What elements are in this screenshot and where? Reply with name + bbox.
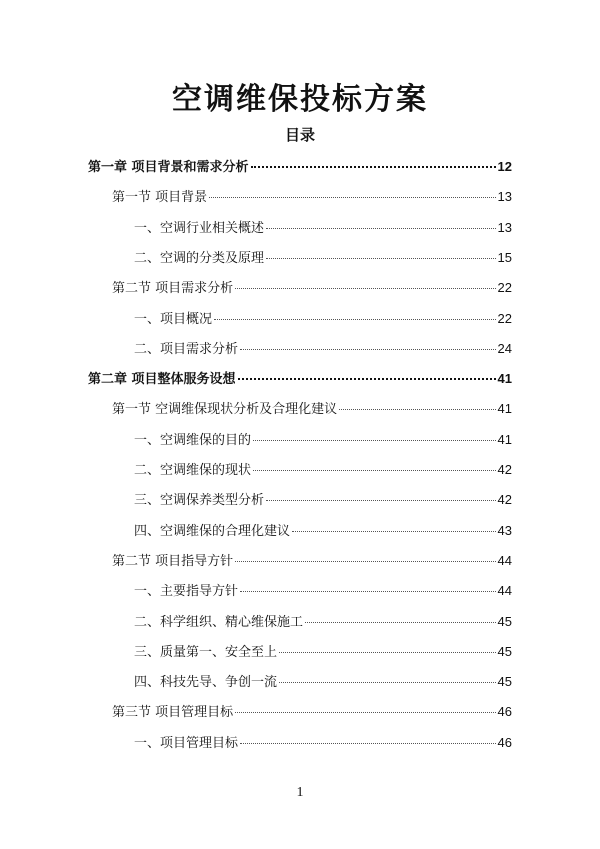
toc-entry-label: 第一节 项目背景: [112, 190, 208, 206]
toc-entry-label: 第二章 项目整体服务设想: [88, 372, 236, 388]
toc-subsection-entry[interactable]: [134, 582, 512, 601]
toc-entry-page: 24: [497, 340, 512, 356]
document-title: 空调维保投标方案: [172, 82, 428, 117]
toc-subsection-entry[interactable]: [134, 491, 512, 510]
toc-entry-label: 第三节 项目管理目标: [112, 705, 234, 721]
toc-leader-dots: [279, 682, 496, 683]
toc-entry-label: 二、空调的分类及原理: [134, 250, 265, 266]
toc-subsection-entry[interactable]: [134, 219, 512, 238]
toc-leader-dots: [235, 561, 495, 562]
toc-entry-label: 三、空调保养类型分析: [134, 493, 265, 509]
toc-entry-label: 第二节 项目需求分析: [112, 281, 234, 297]
toc-entry-page: 22: [497, 310, 512, 326]
toc-subsection-entry[interactable]: [134, 734, 512, 753]
toc-chapter-entry[interactable]: [88, 370, 512, 389]
toc-subsection-entry[interactable]: [134, 613, 512, 632]
toc-entry-page: 46: [497, 704, 512, 720]
toc-entry-page: 13: [497, 219, 512, 235]
toc-entry-page: 15: [497, 249, 512, 265]
toc-leader-dots: [214, 319, 496, 320]
toc-entry-label: 一、主要指导方针: [134, 584, 239, 600]
toc-entry-label: 四、空调维保的合理化建议: [134, 523, 291, 539]
toc-heading: 目录: [284, 126, 315, 144]
toc-entry-page: 41: [497, 371, 512, 387]
toc-entry-page: 45: [497, 613, 512, 629]
toc-leader-dots: [235, 712, 495, 713]
toc-entry-label: 三、质量第一、安全至上: [134, 644, 278, 660]
toc-entry-page: 44: [497, 583, 512, 599]
toc-leader-dots: [240, 743, 496, 744]
toc-subsection-entry[interactable]: [134, 310, 512, 329]
toc-subsection-entry[interactable]: [134, 673, 512, 692]
toc-leader-dots: [339, 409, 495, 410]
toc-leader-dots: [209, 197, 495, 198]
toc-entry-label: 第二节 项目指导方针: [112, 553, 234, 569]
toc-leader-dots: [266, 228, 496, 229]
toc-leader-dots: [266, 500, 496, 501]
toc-leader-dots: [235, 288, 495, 289]
toc-leader-dots: [240, 349, 496, 350]
toc-entry-page: 42: [497, 492, 512, 508]
toc-leader-dots: [292, 531, 496, 532]
toc-subsection-entry[interactable]: [134, 340, 512, 359]
toc-chapter-entry[interactable]: [88, 158, 512, 177]
toc-entry-label: 一、空调行业相关概述: [134, 220, 265, 236]
toc-entry-label: 第一章 项目背景和需求分析: [88, 160, 249, 175]
toc-leader-dots: [238, 378, 496, 380]
toc-entry-page: 22: [497, 280, 512, 296]
toc-section-entry[interactable]: [112, 400, 512, 419]
toc-leader-dots: [251, 166, 496, 168]
toc-entry-page: 46: [497, 734, 512, 750]
toc-leader-dots: [240, 591, 496, 592]
toc-entry-page: 45: [497, 643, 512, 659]
toc-entry-page: 44: [497, 552, 512, 568]
toc-section-entry[interactable]: [112, 279, 512, 298]
toc-entry-label: 一、空调维保的目的: [134, 432, 252, 448]
toc-leader-dots: [253, 440, 496, 441]
page-number: 1: [296, 785, 304, 800]
toc-entry-label: 二、科学组织、精心维保施工: [134, 614, 304, 630]
toc-leader-dots: [279, 652, 496, 653]
toc-entry-page: 42: [497, 462, 512, 477]
toc-entry-page: 13: [497, 189, 512, 205]
toc-entry-label: 二、项目需求分析: [134, 341, 239, 357]
toc-subsection-entry[interactable]: [134, 643, 512, 662]
toc-leader-dots: [253, 470, 496, 471]
toc-subsection-entry[interactable]: [134, 522, 512, 541]
toc-entry-page: 43: [497, 522, 512, 538]
toc-entry-label: 一、项目概况: [134, 311, 213, 327]
toc-leader-dots: [266, 258, 496, 259]
toc-entry-label: 一、项目管理目标: [134, 735, 239, 751]
toc-entry-page: 12: [497, 159, 512, 174]
toc-leader-dots: [305, 622, 496, 623]
toc-entry-page: 41: [497, 431, 512, 447]
toc-entry-label: 四、科技先导、争创一流: [134, 675, 278, 691]
toc-entry-label: 第一节 空调维保现状分析及合理化建议: [112, 402, 338, 418]
toc-subsection-entry[interactable]: [134, 431, 512, 450]
toc-section-entry[interactable]: [112, 552, 512, 571]
toc-entry-label: 二、空调维保的现状: [134, 463, 252, 478]
toc-subsection-entry[interactable]: [134, 249, 512, 268]
toc-entry-page: 41: [497, 401, 512, 417]
toc-section-entry[interactable]: [112, 188, 512, 207]
toc-subsection-entry[interactable]: [134, 461, 512, 480]
toc-entry-page: 45: [497, 674, 512, 690]
toc-section-entry[interactable]: [112, 703, 512, 722]
